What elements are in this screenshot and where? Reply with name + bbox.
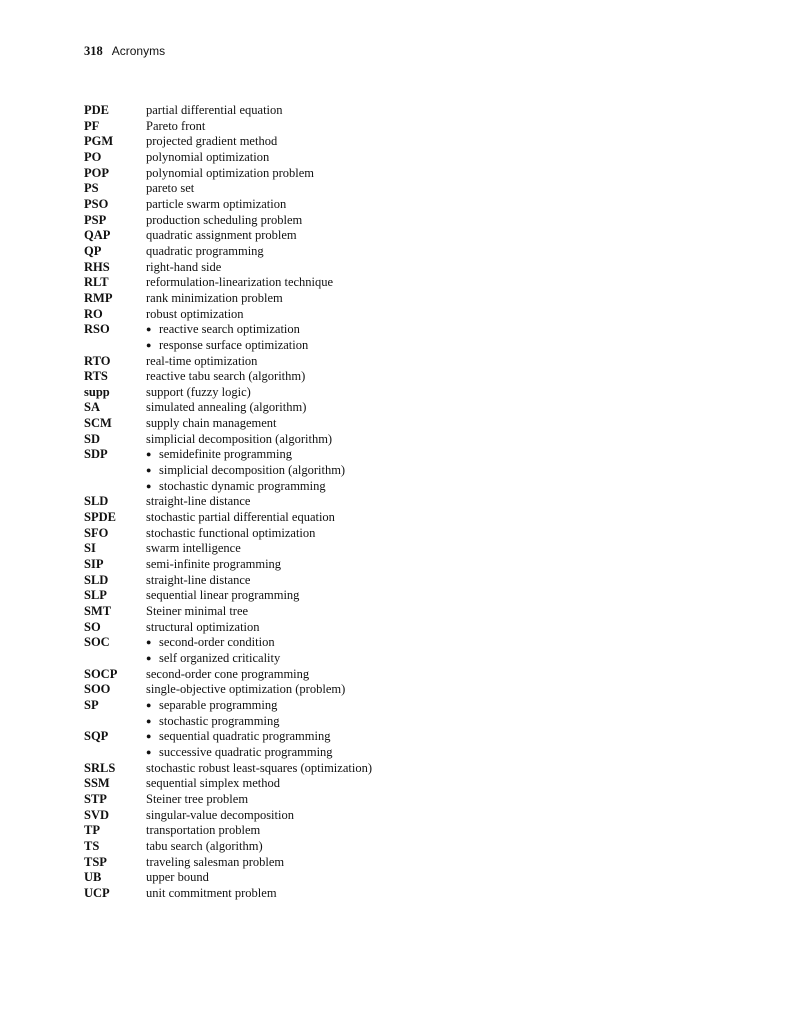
definition-line [146,792,484,808]
definition-text: second-order condition [159,635,275,650]
definition-text: partial differential equation [146,103,283,117]
definition-text: supply chain management [146,416,277,431]
definition-line [146,588,484,604]
definition-line [146,354,484,370]
acronym-entry [84,823,484,839]
acronym-definitions [146,635,484,666]
acronym-definitions [146,416,484,432]
acronym-definitions [146,244,484,260]
acronym-entry [84,588,484,604]
definition-line [146,494,484,510]
acronym-abbreviation: SOO [84,682,111,697]
definition-line [146,479,484,495]
definition-line [146,839,484,855]
definition-line [146,729,484,745]
acronym-entry [84,385,484,401]
acronym-definitions [146,573,484,589]
acronym-abbreviation: PSO [84,196,109,211]
definition-text: single-objective optimization (problem) [146,682,346,697]
acronym-abbreviation: SLP [84,588,107,603]
definition-text: particle swarm optimization [146,196,287,211]
acronym-abbreviation: UB [84,870,102,885]
definition-text: quadratic assignment problem [146,228,297,243]
acronym-definitions [146,400,484,416]
acronym-entry [84,604,484,620]
acronym-definitions [146,494,484,510]
acronym-abbreviation: supp [84,384,110,399]
acronym-entry [84,526,484,542]
definition-text: transportation problem [146,823,261,838]
acronym-abbreviation: SCM [84,416,112,431]
acronym-entry [84,776,484,792]
acronym-entry [84,870,484,886]
running-head [84,43,165,59]
acronym-abbreviation: TS [84,838,100,853]
definition-line [146,870,484,886]
acronym-definitions [146,354,484,370]
definition-line [146,385,484,401]
bullet-icon: ● [146,652,152,663]
acronym-definitions [146,808,484,824]
definition-line [146,228,484,244]
acronym-abbreviation: RO [84,306,103,321]
acronym-definitions [146,823,484,839]
acronym-definitions [146,776,484,792]
definition-line [146,275,484,291]
definition-line [146,635,484,651]
acronym-definitions [146,682,484,698]
definition-text: simulated annealing (algorithm) [146,400,307,415]
definition-line [146,463,484,479]
acronym-abbreviation: QAP [84,228,111,243]
acronym-definitions [146,150,484,166]
definition-line [146,682,484,698]
acronym-definitions [146,291,484,307]
definition-text: response surface optimization [159,337,309,352]
acronym-definitions [146,228,484,244]
acronym-abbreviation: RHS [84,259,110,274]
definition-line [146,400,484,416]
acronym-abbreviation: SD [84,431,100,446]
definition-line [146,823,484,839]
acronym-definitions [146,119,484,135]
definition-text: tabu search (algorithm) [146,838,263,853]
acronym-abbreviation: SRLS [84,760,116,775]
acronym-definitions [146,870,484,886]
definition-line [146,604,484,620]
definition-text: singular-value decomposition [146,807,294,822]
acronym-abbreviation: RTS [84,369,108,384]
bullet-icon: ● [146,731,152,742]
acronym-definitions [146,729,484,760]
acronym-entry [84,761,484,777]
definition-line [146,416,484,432]
acronym-definitions [146,213,484,229]
definition-text: stochastic programming [159,713,280,728]
definition-line [146,886,484,902]
acronym-definitions [146,855,484,871]
acronym-entry [84,729,484,760]
definition-line [146,181,484,197]
acronym-abbreviation: POP [84,165,109,180]
definition-text: self organized criticality [159,650,281,665]
acronym-abbreviation: SPDE [84,510,116,525]
acronym-definitions [146,197,484,213]
acronym-entry [84,275,484,291]
acronym-abbreviation: SOCP [84,666,118,681]
acronym-entry [84,322,484,353]
acronym-abbreviation: SO [84,619,101,634]
acronym-definitions [146,526,484,542]
acronym-abbreviation: STP [84,791,107,806]
acronym-entry [84,228,484,244]
definition-text: traveling salesman problem [146,854,285,869]
acronym-entry [84,682,484,698]
acronym-definitions [146,792,484,808]
acronym-entry [84,369,484,385]
acronym-abbreviation: SLD [84,494,109,509]
definition-line [146,244,484,260]
definition-line [146,447,484,463]
definition-text: pareto set [146,181,195,196]
definition-text: straight-line distance [146,494,251,509]
acronym-entry [84,166,484,182]
section-title: Acronyms [111,44,166,58]
acronym-definitions [146,307,484,323]
acronym-entry [84,698,484,729]
acronym-entry [84,808,484,824]
acronym-abbreviation: SI [84,541,96,556]
definition-line [146,166,484,182]
definition-text: sequential simplex method [146,776,281,791]
acronym-entry [84,494,484,510]
acronym-definitions [146,839,484,855]
acronym-entry [84,134,484,150]
definition-line [146,103,484,119]
definition-text: upper bound [146,870,209,885]
definition-text: stochastic partial differential equation [146,510,335,525]
acronym-entry [84,354,484,370]
acronym-definitions [146,166,484,182]
acronym-definitions [146,604,484,620]
definition-line [146,698,484,714]
definition-line [146,307,484,323]
acronym-definitions [146,260,484,276]
definition-text: projected gradient method [146,134,278,149]
acronym-abbreviation: SLD [84,572,109,587]
acronym-entry [84,573,484,589]
definition-text: polynomial optimization [146,149,270,164]
bullet-icon: ● [146,746,152,757]
definition-text: reactive search optimization [159,322,300,337]
definition-line [146,667,484,683]
definition-line [146,761,484,777]
definition-text: right-hand side [146,259,222,274]
acronym-entry [84,260,484,276]
definition-text: robust optimization [146,306,244,321]
acronym-abbreviation: SA [84,400,100,415]
definition-line [146,745,484,761]
acronym-list [84,103,484,901]
definition-text: successive quadratic programming [159,744,333,759]
acronym-abbreviation: TSP [84,854,107,869]
definition-text: semi-infinite programming [146,557,282,572]
definition-line [146,322,484,338]
acronym-abbreviation: SFO [84,525,109,540]
acronym-abbreviation: PS [84,181,99,196]
definition-line [146,150,484,166]
acronym-definitions [146,134,484,150]
definition-line [146,369,484,385]
acronym-entry [84,447,484,494]
definition-line [146,510,484,526]
acronym-entry [84,620,484,636]
definition-line [146,620,484,636]
definition-text: stochastic robust least-squares (optimization) [146,760,372,775]
acronym-entry [84,197,484,213]
definition-text: swarm intelligence [146,541,241,556]
acronym-abbreviation: SDP [84,447,108,462]
page-number: 318 [84,44,103,58]
acronym-entry [84,541,484,557]
definition-text: rank minimization problem [146,290,283,305]
acronym-definitions [146,698,484,729]
definition-line [146,119,484,135]
bullet-icon: ● [146,324,152,335]
definition-text: unit commitment problem [146,885,277,900]
acronym-abbreviation: SP [84,697,99,712]
definition-line [146,338,484,354]
definition-text: simplicial decomposition (algorithm) [146,431,333,446]
acronym-definitions [146,103,484,119]
definition-text: reformulation-linearization technique [146,275,334,290]
bullet-icon: ● [146,699,152,710]
acronym-abbreviation: SVD [84,807,110,822]
definition-text: stochastic dynamic programming [159,478,326,493]
acronym-abbreviation: RMP [84,290,113,305]
acronym-abbreviation: PF [84,118,100,133]
definition-line [146,260,484,276]
acronym-definitions [146,886,484,902]
acronym-definitions [146,369,484,385]
acronym-abbreviation: PO [84,149,102,164]
acronym-abbreviation: SMT [84,604,112,618]
definition-line [146,808,484,824]
definition-text: real-time optimization [146,353,258,368]
acronym-definitions [146,385,484,401]
bullet-icon: ● [146,449,152,460]
acronym-entry [84,181,484,197]
definition-text: quadratic programming [146,243,264,258]
acronym-abbreviation: PGM [84,134,114,149]
acronym-entry [84,150,484,166]
definition-line [146,432,484,448]
definition-line [146,526,484,542]
definition-text: stochastic functional optimization [146,525,316,540]
definition-line [146,291,484,307]
acronym-entry [84,400,484,416]
acronym-entry [84,667,484,683]
definition-line [146,557,484,573]
acronym-entry [84,291,484,307]
acronym-definitions [146,667,484,683]
acronym-abbreviation: SQP [84,729,109,744]
acronym-abbreviation: RLT [84,275,109,290]
definition-line [146,714,484,730]
acronym-abbreviation: UCP [84,885,110,900]
acronym-entry [84,416,484,432]
definition-line [146,573,484,589]
acronym-entry [84,855,484,871]
acronym-definitions [146,322,484,353]
acronym-definitions [146,620,484,636]
definition-line [146,197,484,213]
definition-text: production scheduling problem [146,212,303,227]
acronym-abbreviation: SOC [84,635,110,650]
definition-text: separable programming [159,697,278,712]
acronym-entry [84,635,484,666]
definition-text: structural optimization [146,619,260,634]
definition-text: sequential quadratic programming [159,729,331,744]
acronym-entry [84,792,484,808]
acronym-abbreviation: QP [84,243,102,258]
definition-text: second-order cone programming [146,666,310,681]
acronym-definitions [146,541,484,557]
bullet-icon: ● [146,480,152,491]
acronym-definitions [146,588,484,604]
acronym-abbreviation: SIP [84,557,104,572]
definition-line [146,213,484,229]
acronym-entry [84,886,484,902]
definition-text: reactive tabu search (algorithm) [146,369,306,384]
acronym-definitions [146,432,484,448]
acronym-definitions [146,510,484,526]
acronym-entry [84,119,484,135]
definition-text: Pareto front [146,118,206,133]
definition-text: support (fuzzy logic) [146,384,251,399]
acronym-entry [84,307,484,323]
bullet-icon: ● [146,715,152,726]
definition-text: Steiner tree problem [146,791,249,806]
acronym-entry [84,510,484,526]
acronym-abbreviation: RSO [84,322,110,337]
acronym-abbreviation: PDE [84,103,109,117]
definition-text: straight-line distance [146,572,251,587]
definition-text: simplicial decomposition (algorithm) [159,463,346,478]
acronym-abbreviation: TP [84,823,100,838]
acronym-abbreviation: SSM [84,776,110,791]
definition-line [146,855,484,871]
bullet-icon: ● [146,465,152,476]
acronym-definitions [146,761,484,777]
acronym-entry [84,557,484,573]
acronym-definitions [146,181,484,197]
definition-line [146,134,484,150]
definition-line [146,776,484,792]
acronym-definitions [146,275,484,291]
acronym-abbreviation: RTO [84,353,111,368]
definition-text: polynomial optimization problem [146,165,315,180]
definition-text: semidefinite programming [159,447,292,462]
definition-line [146,651,484,667]
acronym-entry [84,432,484,448]
acronym-entry [84,103,484,119]
acronym-entry [84,839,484,855]
acronym-definitions [146,447,484,494]
definition-text: Steiner minimal tree [146,604,249,618]
acronym-abbreviation: PSP [84,212,107,227]
bullet-icon: ● [146,637,152,648]
definition-text: sequential linear programming [146,588,300,603]
definition-line [146,541,484,557]
acronym-entry [84,213,484,229]
acronym-entry [84,244,484,260]
acronym-definitions [146,557,484,573]
bullet-icon: ● [146,339,152,350]
